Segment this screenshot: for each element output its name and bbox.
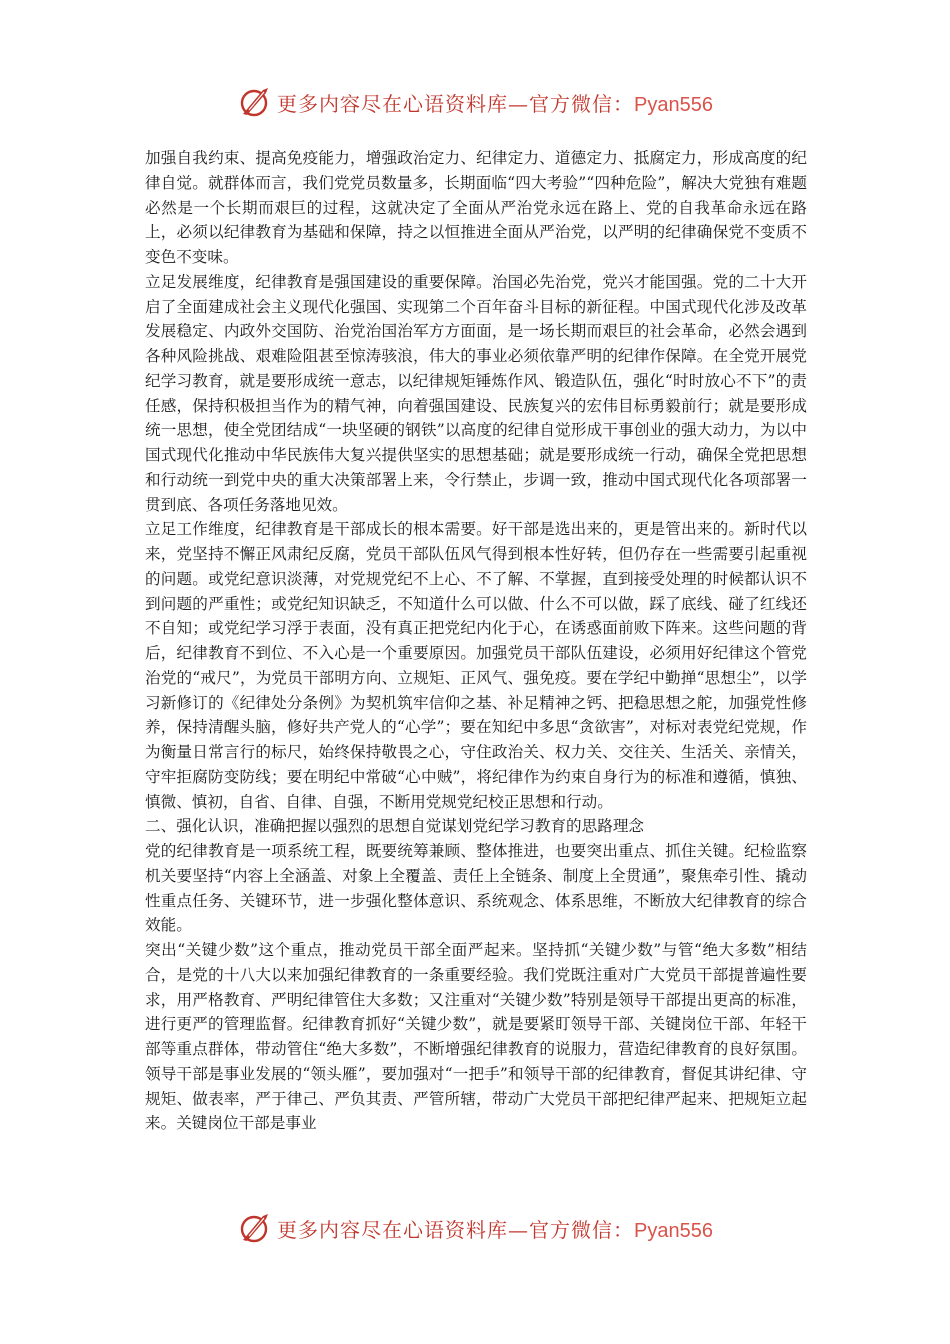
watermark-handle: Pyan556 [634,1219,713,1242]
watermark-handle: Pyan556 [634,93,713,116]
watermark-text: 更多内容尽在心语资料库—官方微信：Pyan556 [277,1217,713,1242]
paragraph: 加强自我约束、提高免疫能力，增强政治定力、纪律定力、道德定力、抵腐定力，形成高度的纪律自觉。就群体而言，我们党党员数量多，长期面临“四大考验”“四种危险”，解决大党独有难题必然是一个长期而艰巨的过程，这就决定了全面从严治党永远在路上、党的自我革命永远在路上，必须以纪律教育为基础和保障，持之以恒推进全面从严治党，以严明的纪律确保党不变质不变色不变味。 [145,149,807,266]
watermark-text: 更多内容尽在心语资料库—官方微信：Pyan556 [277,91,713,116]
quill-circle-icon [237,1210,273,1246]
paragraph: 立足发展维度，纪律教育是强国建设的重要保障。治国必先治党，党兴才能国强。党的二十大开启了全面建成社会主义现代化强国、实现第二个百年奋斗目标的新征程。中国式现代化涉及改革发展稳定、内政外交国防、治党治国治军方方面面，是一场长期而艰巨的社会革命，必然会遇到各种风险挑战、艰难险阻甚至惊涛骇浪，伟大的事业必须依靠严明的纪律作保障。在全党开展党纪学习教育，就是要形成统一意志，以纪律规矩锤炼作风、锻造队伍，强化“时时放心不下”的责任感，保持积极担当作为的精气神，向着强国建设、民族复兴的宏伟目标勇毅前行；就是要形成统一思想，使全党团结成“一块坚硬的钢铁”以高度的纪律自觉形成干事创业的强大动力，为以中国式现代化推动中华民族伟大复兴提供坚实的思想基础；就是要形成统一行动，确保全党把思想和行动统一到党中央的重大决策部署上来，令行禁止，步调一致，推动中国式现代化各项部署一贯到底、各项任务落地见效。 [145,272,807,514]
watermark-banner-bottom [0,1208,950,1248]
paragraph: 突出“关键少数”这个重点，推动党员干部全面严起来。坚持抓“关键少数”与管“绝大多数”相结合，是党的十八大以来加强纪律教育的一条重要经验。我们党既注重对广大党员干部提普遍性要求，用严格教育、严明纪律管住大多数；又注重对“关键少数”特别是领导干部提出更高的标准，进行更严的管理监督。纪律教育抓好“关键少数”，就是要紧盯领导干部、关键岗位干部、年轻干部等重点群体，带动管住“绝大多数”，不断增强纪律教育的说服力，营造纪律教育的良好氛围。领导干部是事业发展的“领头雁”，要加强对“一把手”和领导干部的纪律教育，督促其讲纪律、守规矩、做表率，严于律己、严负其责、严管所辖，带动广大党员干部把纪律严起来、把规矩立起来。关键岗位干部是事业 [145,941,807,1133]
quill-circle-icon [237,84,273,120]
document-body [145,146,807,1136]
paragraph: 立足工作维度，纪律教育是干部成长的根本需要。好干部是选出来的，更是管出来的。新时代以来，党坚持不懈正风肃纪反腐，党员干部队伍风气得到根本性好转，但仍存在一些需要引起重视的问题。或党纪意识淡薄，对党规党纪不上心、不了解、不掌握，直到接受处理的时候都认识不到问题的严重性；或党纪知识缺乏，不知道什么可以做、什么不可以做，踩了底线、碰了红线还不自知；或党纪学习浮于表面，没有真正把党纪内化于心，在诱惑面前败下阵来。这些问题的背后，纪律教育不到位、不入心是一个重要原因。加强党员干部队伍建设，必须用好纪律这个管党治党的“戒尺”，为党员干部明方向、立规矩、正风气、强免疫。要在学纪中勤掸“思想尘”，以学习新修订的《纪律处分条例》为契机筑牢信仰之基、补足精神之钙、把稳思想之舵，加强党性修养，保持清醒头脑，修好共产党人的“心学”；要在知纪中多思“贪欲害”，对标对表党纪党规，作为衡量日常言行的标尺，始终保持敬畏之心，守住政治关、权力关、交往关、生活关、亲情关，守牢拒腐防变防线；要在明纪中常破“心中贼”，将纪律作为约束自身行为的标准和遵循，慎独、慎微、慎初，自省、自律、自强，不断用党规党纪校正思想和行动。 [145,520,807,811]
section-heading: 二、强化认识，准确把握以强烈的思想自觉谋划党纪学习教育的思路理念 [145,817,645,836]
paragraph: 党的纪律教育是一项系统工程，既要统筹兼顾、整体推进，也要突出重点、抓住关键。纪检监察机关要坚持“内容上全涵盖、对象上全覆盖、责任上全链条、制度上全贯通”，聚焦牵引性、撬动性重点任务、关键环节，进一步强化整体意识、系统观念、体系思维，不断放大纪律教育的综合效能。 [145,842,807,935]
watermark-banner-top [0,82,950,122]
